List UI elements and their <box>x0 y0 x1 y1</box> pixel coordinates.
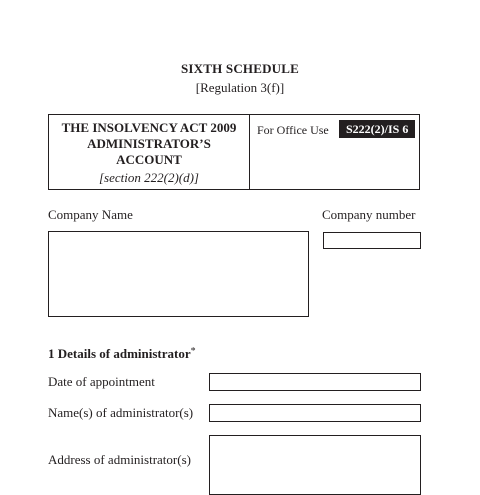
administrator-names-label: Name(s) of administrator(s) <box>48 405 194 420</box>
section-heading-text: 1 Details of administrator <box>48 346 191 361</box>
form-header-box <box>48 114 420 190</box>
regulation-reference: [Regulation 3(f)] <box>195 80 285 95</box>
section-heading <box>48 346 196 362</box>
form-title-block <box>49 115 250 189</box>
footnote-marker: * <box>190 346 196 357</box>
office-use-label: For Office Use <box>257 123 329 137</box>
company-number-field[interactable] <box>323 232 421 249</box>
company-name-field[interactable] <box>48 231 309 317</box>
section-reference: [section 222(2)(d)] <box>98 170 199 185</box>
administrator-address-field[interactable] <box>209 435 421 495</box>
appointment-date-field[interactable] <box>209 373 421 391</box>
account-title-line1: ADMINISTRATOR’S <box>87 136 211 151</box>
appointment-date-label: Date of appointment <box>48 374 155 389</box>
administrator-names-field[interactable] <box>209 404 421 422</box>
form-code-badge: S222(2)/IS 6 <box>339 120 415 138</box>
schedule-title: SIXTH SCHEDULE <box>180 61 300 76</box>
account-title-line2: ACCOUNT <box>116 152 182 167</box>
act-title: THE INSOLVENCY ACT 2009 <box>61 120 237 135</box>
company-name-label: Company Name <box>48 207 133 222</box>
administrator-address-label: Address of administrator(s) <box>48 452 191 467</box>
company-number-label: Company number <box>322 207 416 222</box>
